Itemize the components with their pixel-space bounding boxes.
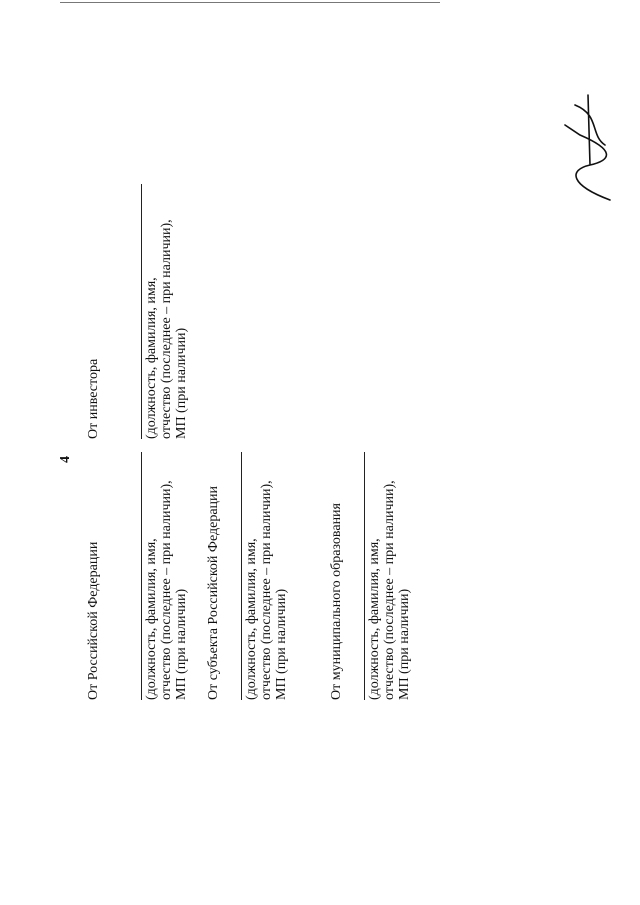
caption-line: отчество (последнее – при наличии), bbox=[382, 480, 397, 700]
signature-caption bbox=[144, 452, 189, 700]
signature-caption bbox=[144, 184, 189, 439]
signatory-heading: От инвестора bbox=[86, 358, 101, 439]
caption-line: МП (при наличии) bbox=[174, 588, 189, 700]
signature-line bbox=[364, 452, 365, 700]
caption-line: отчество (последнее – при наличии), bbox=[259, 480, 274, 700]
signatory-block-municipality bbox=[329, 452, 412, 700]
signature-area bbox=[141, 184, 189, 439]
caption-line: МП (при наличии) bbox=[397, 588, 412, 700]
signatory-block-russian-federation bbox=[86, 452, 189, 700]
signature-line bbox=[141, 452, 142, 700]
signatory-heading: От Российской Федерации bbox=[86, 541, 101, 700]
signature-area bbox=[141, 452, 189, 700]
signature-line bbox=[141, 184, 142, 439]
signature-caption bbox=[244, 452, 289, 700]
caption-line: МП (при наличии) bbox=[174, 327, 189, 439]
signatory-heading: От муниципального образования bbox=[329, 503, 344, 700]
signature-area bbox=[364, 452, 412, 700]
signature-line bbox=[241, 452, 242, 700]
caption-line: (должность, фамилия, имя, bbox=[144, 538, 159, 700]
handwritten-signature bbox=[560, 85, 620, 205]
caption-line: (должность, фамилия, имя, bbox=[144, 277, 159, 439]
signatory-block-subject bbox=[206, 452, 289, 700]
signature-area bbox=[241, 452, 289, 700]
signature-caption bbox=[367, 452, 412, 700]
page-number: 4 bbox=[58, 456, 73, 463]
caption-line: отчество (последнее – при наличии), bbox=[159, 480, 174, 700]
caption-line: отчество (последнее – при наличии), bbox=[159, 219, 174, 439]
caption-line: (должность, фамилия, имя, bbox=[244, 538, 259, 700]
caption-line: МП (при наличии) bbox=[274, 588, 289, 700]
caption-line: (должность, фамилия, имя, bbox=[367, 538, 382, 700]
signatory-heading: От субъекта Российской Федерации bbox=[206, 485, 221, 700]
signatory-block-investor bbox=[86, 184, 189, 439]
